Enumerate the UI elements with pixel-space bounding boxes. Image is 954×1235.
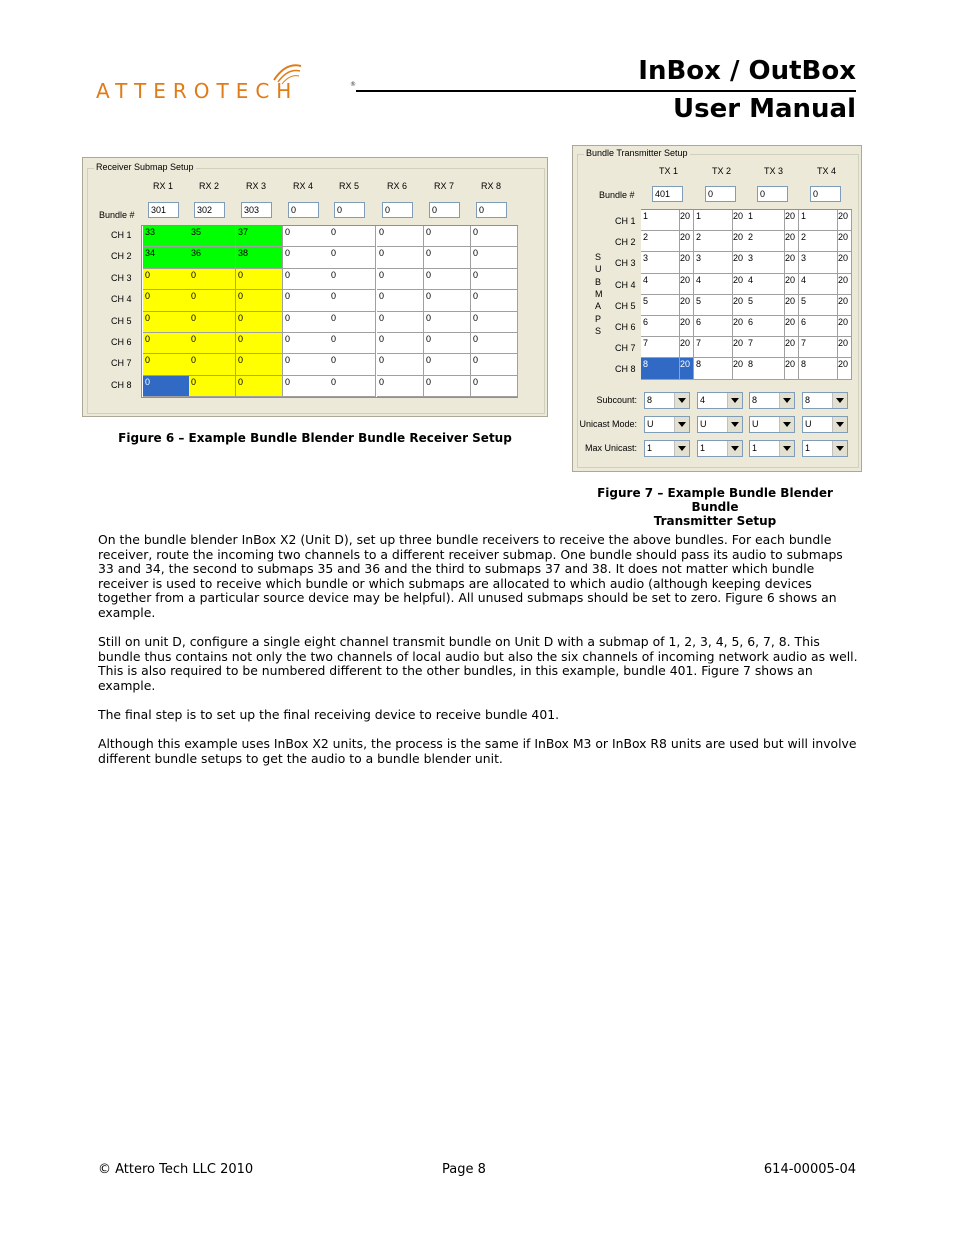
rx-submap-cell[interactable]: 0 bbox=[424, 290, 471, 311]
chevron-down-icon[interactable] bbox=[779, 441, 794, 456]
rx-submap-cell[interactable]: 36 bbox=[189, 247, 236, 268]
tx-level-cell[interactable]: 20 bbox=[785, 337, 799, 358]
tx-submap-cell[interactable]: 2 bbox=[694, 231, 733, 252]
rx-row-label: CH 4 bbox=[111, 294, 132, 305]
tx-submap-cell[interactable]: 4 bbox=[694, 274, 733, 295]
rx-bundle-input[interactable]: 0 bbox=[382, 202, 413, 218]
subcount-label: Subcount: bbox=[596, 395, 637, 405]
rx-submap-cell[interactable]: 0 bbox=[189, 333, 236, 354]
unicast-mode-select[interactable] bbox=[749, 416, 795, 433]
footer-copyright: © Attero Tech LLC 2010 bbox=[98, 1162, 254, 1177]
max-unicast-select[interactable] bbox=[802, 440, 848, 457]
rx-submap-cell[interactable]: 0 bbox=[283, 269, 330, 290]
paragraph-other-units: Although this example uses InBox X2 units, the process is the same if InBox M3 or InBox R8 units are used but will involve different bundle setups to get the audio to a bundle blender unit. bbox=[98, 736, 857, 766]
rx-submap-cell[interactable]: 0 bbox=[143, 290, 190, 311]
attero-tech-logo bbox=[96, 60, 358, 108]
subcount-select[interactable] bbox=[697, 392, 743, 409]
rx-bundle-input[interactable]: 301 bbox=[148, 202, 179, 218]
subcount-value: 8 bbox=[752, 395, 758, 405]
rx-submap-cell[interactable]: 0 bbox=[377, 333, 424, 354]
tx-level-cell[interactable]: 20 bbox=[733, 210, 747, 231]
tx-submap-cell[interactable]: 6 bbox=[746, 316, 785, 337]
rx-submap-cell[interactable]: 37 bbox=[236, 226, 283, 247]
rx-submap-cell[interactable]: 0 bbox=[377, 290, 424, 311]
rx-submap-cell[interactable]: 0 bbox=[329, 247, 376, 268]
unicast-mode-value: U bbox=[805, 419, 812, 429]
rx-submap-cell[interactable]: 0 bbox=[189, 312, 236, 333]
header-rule bbox=[356, 90, 856, 92]
rx-submap-cell[interactable]: 35 bbox=[189, 226, 236, 247]
submaps-vertical-letter: A bbox=[595, 301, 602, 312]
rx-submap-cell[interactable]: 0 bbox=[424, 312, 471, 333]
rx-row-label: CH 6 bbox=[111, 337, 132, 347]
rx-submap-cell[interactable]: 0 bbox=[329, 226, 376, 247]
logo-text: ATTEROTECH bbox=[96, 79, 299, 103]
tx-level-cell[interactable]: 20 bbox=[733, 295, 747, 316]
tx-submap-cell[interactable]: 5 bbox=[799, 295, 838, 316]
unicast-mode-select[interactable] bbox=[644, 416, 690, 433]
tx-level-cell[interactable]: 20 bbox=[733, 231, 747, 252]
chevron-down-icon[interactable] bbox=[779, 417, 794, 432]
max-unicast-select[interactable] bbox=[697, 440, 743, 457]
unicast-mode-select[interactable] bbox=[802, 416, 848, 433]
tx-submap-cell[interactable]: 2 bbox=[641, 231, 680, 252]
max-unicast-select[interactable] bbox=[644, 440, 690, 457]
tx-level-cell[interactable]: 20 bbox=[733, 274, 747, 295]
rx-column-header: RX 5 bbox=[339, 181, 360, 191]
figure-7-caption-line2: Transmitter Setup bbox=[653, 514, 777, 528]
tx-submap-cell[interactable]: 1 bbox=[694, 210, 733, 231]
tx-submap-cell[interactable]: 2 bbox=[799, 231, 838, 252]
tx-submap-cell[interactable]: 3 bbox=[694, 252, 733, 273]
tx-bundle-number-label: Bundle # bbox=[599, 190, 635, 200]
tx-row-label: CH 6 bbox=[615, 322, 636, 332]
rx-submap-cell[interactable]: 0 bbox=[471, 376, 518, 397]
tx-level-cell[interactable]: 20 bbox=[680, 274, 694, 295]
tx-level-cell[interactable]: 20 bbox=[785, 358, 799, 379]
rx-column-header: RX 6 bbox=[387, 181, 408, 191]
submaps-vertical-letter: M bbox=[595, 288, 603, 299]
tx-submap-cell[interactable]: 5 bbox=[746, 295, 785, 316]
tx-submap-cell[interactable]: 3 bbox=[746, 252, 785, 273]
rx-submap-cell[interactable]: 0 bbox=[377, 269, 424, 290]
tx-submap-cell[interactable]: 1 bbox=[641, 210, 680, 231]
body-text bbox=[98, 533, 858, 781]
unicast-mode-value: U bbox=[752, 419, 759, 429]
subcount-value: 8 bbox=[647, 395, 653, 405]
tx-submap-cell[interactable]: 4 bbox=[641, 274, 680, 295]
rx-submap-cell[interactable]: 0 bbox=[377, 354, 424, 375]
tx-row-label: CH 2 bbox=[615, 237, 636, 248]
rx-submap-cell[interactable]: 0 bbox=[143, 376, 190, 397]
rx-submap-cell[interactable]: 0 bbox=[283, 333, 330, 354]
tx-level-cell[interactable]: 20 bbox=[733, 252, 747, 273]
rx-submap-cell[interactable]: 0 bbox=[471, 312, 518, 333]
tx-level-cell[interactable]: 20 bbox=[785, 274, 799, 295]
tx-level-cell[interactable]: 20 bbox=[785, 316, 799, 337]
rx-submap-cell[interactable]: 0 bbox=[471, 226, 518, 247]
tx-submap-cell[interactable]: 8 bbox=[799, 358, 838, 379]
max-unicast-label: Max Unicast: bbox=[584, 443, 637, 453]
rx-submap-cell[interactable]: 0 bbox=[189, 290, 236, 311]
tx-level-cell[interactable]: 20 bbox=[838, 295, 852, 316]
rx-submap-cell[interactable]: 0 bbox=[236, 312, 283, 333]
tx-submap-cell[interactable]: 7 bbox=[799, 337, 838, 358]
rx-submap-cell[interactable]: 0 bbox=[471, 247, 518, 268]
tx-submap-cell[interactable]: 3 bbox=[641, 252, 680, 273]
tx-submap-cell[interactable]: 7 bbox=[746, 337, 785, 358]
rx-column-header: RX 4 bbox=[293, 181, 314, 191]
rx-submap-cell[interactable]: 0 bbox=[283, 290, 330, 311]
unicast-mode-select[interactable] bbox=[697, 416, 743, 433]
paragraph-transmit-bundle: Still on unit D, configure a single eight channel transmit bundle on Unit D with a submap of 1, 2, 3, 4, 5, 6, 7, 8. This bundle thus contains not only the two channels of local audio but also the six channels of incoming network audio as well. This is also required to be numbered different to the other bundles, in this example, bundle 401. Figure 7 shows an example. bbox=[98, 634, 858, 693]
paragraph-final-step: The final step is to set up the final receiving device to receive bundle 401. bbox=[98, 707, 560, 723]
rx-row-label: CH 5 bbox=[111, 315, 132, 326]
tx-level-cell[interactable]: 20 bbox=[680, 210, 694, 231]
rx-submap-cell[interactable]: 0 bbox=[471, 354, 518, 375]
rx-submap-cell[interactable]: 33 bbox=[143, 226, 190, 247]
rx-submap-cell[interactable]: 0 bbox=[236, 333, 283, 354]
tx-row-label: CH 4 bbox=[615, 279, 636, 290]
rx-column-header: RX 7 bbox=[434, 181, 455, 191]
rx-submap-cell[interactable]: 0 bbox=[329, 290, 376, 311]
rx-column-header: RX 2 bbox=[199, 181, 220, 191]
footer-doc-number: 614-00005-04 bbox=[763, 1162, 856, 1177]
rx-bundle-input[interactable]: 0 bbox=[288, 202, 319, 218]
tx-level-cell[interactable]: 20 bbox=[680, 231, 694, 252]
rx-bundle-input[interactable]: 303 bbox=[241, 202, 272, 218]
rx-submap-cell[interactable]: 38 bbox=[236, 247, 283, 268]
tx-level-cell[interactable]: 20 bbox=[838, 358, 852, 379]
rx-submap-cell[interactable]: 0 bbox=[424, 269, 471, 290]
subcount-value: 8 bbox=[805, 395, 811, 405]
tx-level-cell[interactable]: 20 bbox=[838, 210, 852, 231]
rx-submap-cell[interactable]: 0 bbox=[236, 354, 283, 375]
rx-submap-cell[interactable]: 0 bbox=[471, 269, 518, 290]
rx-submap-cell[interactable]: 0 bbox=[329, 376, 376, 397]
chevron-down-icon[interactable] bbox=[674, 441, 689, 456]
tx-column-header: TX 3 bbox=[764, 166, 784, 176]
chevron-down-icon[interactable] bbox=[779, 393, 794, 408]
tx-level-cell[interactable]: 20 bbox=[680, 295, 694, 316]
svg-text:®: ® bbox=[350, 81, 356, 88]
rx-submap-cell[interactable]: 0 bbox=[189, 269, 236, 290]
chevron-down-icon[interactable] bbox=[727, 441, 742, 456]
tx-submap-cell[interactable]: 8 bbox=[746, 358, 785, 379]
tx-submap-cell[interactable]: 1 bbox=[746, 210, 785, 231]
rx-submap-cell[interactable]: 0 bbox=[143, 354, 190, 375]
tx-level-cell[interactable]: 20 bbox=[838, 274, 852, 295]
max-unicast-select[interactable] bbox=[749, 440, 795, 457]
rx-submap-cell[interactable]: 0 bbox=[236, 269, 283, 290]
tx-level-cell[interactable]: 20 bbox=[785, 252, 799, 273]
tx-row-label: CH 5 bbox=[615, 300, 636, 311]
rx-submap-cell[interactable]: 0 bbox=[424, 247, 471, 268]
tx-level-cell[interactable]: 20 bbox=[785, 295, 799, 316]
tx-submap-cell[interactable]: 1 bbox=[799, 210, 838, 231]
rx-row-label: CH 7 bbox=[111, 358, 132, 369]
rx-bundle-input[interactable]: 0 bbox=[476, 202, 507, 218]
tx-submap-cell[interactable]: 8 bbox=[694, 358, 733, 379]
rx-submap-cell[interactable]: 0 bbox=[329, 312, 376, 333]
rx-submap-cell[interactable]: 0 bbox=[424, 333, 471, 354]
transmitter-submap-grid bbox=[641, 209, 852, 379]
tx-level-cell[interactable]: 20 bbox=[733, 358, 747, 379]
tx-level-cell[interactable]: 20 bbox=[680, 337, 694, 358]
tx-level-cell[interactable]: 20 bbox=[680, 358, 694, 379]
tx-level-cell[interactable]: 20 bbox=[680, 316, 694, 337]
tx-level-cell[interactable]: 20 bbox=[733, 337, 747, 358]
rx-submap-cell[interactable]: 0 bbox=[424, 354, 471, 375]
rx-submap-cell[interactable]: 0 bbox=[143, 333, 190, 354]
paragraph-receivers: On the bundle blender InBox X2 (Unit D), set up three bundle receivers to receive the above bundles. For each bundle receiver, route the incoming two channels to a different receiver submap. One bundle should pass its audio to submaps 33 and 34, the second to submaps 35 and 36 and the third to submaps 37 and 38. It does not matter which bundle receiver is used to receive which bundle or which submaps are allocated to which audio (although keeping devices together from a particular source device may be helpful). All unused submaps should be set to zero. Figure 6 shows an example. bbox=[98, 532, 843, 620]
submaps-vertical-letter: S bbox=[595, 252, 602, 262]
document-subtitle: User Manual bbox=[673, 94, 856, 124]
tx-level-cell[interactable]: 20 bbox=[785, 210, 799, 231]
rx-submap-cell[interactable]: 0 bbox=[283, 226, 330, 247]
subcount-value: 4 bbox=[700, 395, 706, 405]
tx-row-label: CH 7 bbox=[615, 343, 636, 354]
max-unicast-value: 1 bbox=[805, 443, 811, 453]
chevron-down-icon[interactable] bbox=[674, 417, 689, 432]
subcount-select[interactable] bbox=[644, 392, 690, 409]
submaps-vertical-letter: B bbox=[595, 276, 602, 287]
footer-page-number: Page 8 bbox=[442, 1162, 486, 1177]
tx-level-cell[interactable]: 20 bbox=[838, 252, 852, 273]
rx-submap-cell[interactable]: 0 bbox=[424, 376, 471, 397]
tx-submap-cell[interactable]: 5 bbox=[641, 295, 680, 316]
rx-row-label: CH 1 bbox=[111, 230, 132, 240]
rx-bundle-input[interactable]: 0 bbox=[334, 202, 365, 218]
rx-submap-cell[interactable]: 0 bbox=[189, 354, 236, 375]
document-title: InBox / OutBox bbox=[638, 56, 856, 86]
receiver-submap-grid bbox=[141, 225, 518, 398]
tx-submap-cell[interactable]: 4 bbox=[799, 274, 838, 295]
rx-submap-cell[interactable]: 0 bbox=[377, 226, 424, 247]
rx-submap-cell[interactable]: 0 bbox=[329, 333, 376, 354]
subcount-select[interactable] bbox=[802, 392, 848, 409]
rx-row-label: CH 2 bbox=[111, 251, 132, 262]
tx-level-cell[interactable]: 20 bbox=[838, 337, 852, 358]
subcount-select[interactable] bbox=[749, 392, 795, 409]
rx-row-label: CH 3 bbox=[111, 272, 132, 283]
submaps-vertical-letter: U bbox=[595, 264, 602, 275]
tx-level-cell[interactable]: 20 bbox=[733, 316, 747, 337]
transmitter-group-title: Bundle Transmitter Setup bbox=[586, 148, 688, 158]
transmitter-setup-panel bbox=[572, 145, 862, 472]
rx-row-label: CH 8 bbox=[111, 379, 132, 390]
rx-submap-cell[interactable]: 0 bbox=[471, 290, 518, 311]
rx-column-header: RX 1 bbox=[153, 181, 174, 191]
unicast-mode-value: U bbox=[647, 419, 654, 429]
rx-bundle-input[interactable]: 302 bbox=[194, 202, 225, 218]
tx-level-cell[interactable]: 20 bbox=[680, 252, 694, 273]
rx-submap-cell[interactable]: 0 bbox=[471, 333, 518, 354]
chevron-down-icon[interactable] bbox=[832, 417, 847, 432]
tx-submap-cell[interactable]: 6 bbox=[694, 316, 733, 337]
chevron-down-icon[interactable] bbox=[832, 393, 847, 408]
rx-submap-cell[interactable]: 34 bbox=[143, 247, 190, 268]
tx-column-header: TX 4 bbox=[817, 166, 837, 176]
bundle-number-label: Bundle # bbox=[99, 210, 135, 220]
max-unicast-value: 1 bbox=[647, 443, 653, 453]
unicast-mode-value: U bbox=[700, 419, 707, 429]
rx-bundle-input[interactable]: 0 bbox=[429, 202, 460, 218]
submaps-vertical-letter: S bbox=[595, 325, 602, 336]
rx-submap-cell[interactable]: 0 bbox=[236, 290, 283, 311]
rx-submap-cell[interactable]: 0 bbox=[143, 312, 190, 333]
tx-row-label: CH 1 bbox=[615, 216, 636, 226]
max-unicast-value: 1 bbox=[752, 443, 758, 453]
max-unicast-value: 1 bbox=[700, 443, 706, 453]
rx-submap-cell[interactable]: 0 bbox=[377, 247, 424, 268]
rx-submap-cell[interactable]: 0 bbox=[377, 312, 424, 333]
chevron-down-icon[interactable] bbox=[727, 417, 742, 432]
tx-level-cell[interactable]: 20 bbox=[838, 231, 852, 252]
tx-submap-cell[interactable]: 5 bbox=[694, 295, 733, 316]
tx-level-cell[interactable]: 20 bbox=[785, 231, 799, 252]
unicast-mode-label: Unicast Mode: bbox=[579, 419, 637, 429]
chevron-down-icon[interactable] bbox=[674, 393, 689, 408]
tx-submap-cell[interactable]: 6 bbox=[641, 316, 680, 337]
rx-column-header: RX 8 bbox=[481, 181, 502, 191]
tx-row-label: CH 8 bbox=[615, 364, 636, 375]
tx-bundle-input[interactable]: 401 bbox=[652, 186, 683, 202]
tx-bundle-input[interactable]: 0 bbox=[757, 186, 788, 202]
receiver-submap-panel bbox=[82, 157, 548, 417]
rx-submap-cell[interactable]: 0 bbox=[329, 354, 376, 375]
tx-submap-cell[interactable]: 7 bbox=[641, 337, 680, 358]
tx-submap-cell[interactable]: 3 bbox=[799, 252, 838, 273]
tx-submap-cell[interactable]: 4 bbox=[746, 274, 785, 295]
figure-7-caption bbox=[572, 486, 858, 528]
tx-submap-cell[interactable]: 8 bbox=[641, 358, 680, 379]
rx-submap-cell[interactable]: 0 bbox=[424, 226, 471, 247]
chevron-down-icon[interactable] bbox=[832, 441, 847, 456]
rx-submap-cell[interactable]: 0 bbox=[283, 312, 330, 333]
tx-row-label: CH 3 bbox=[615, 258, 636, 269]
tx-bundle-input[interactable]: 0 bbox=[705, 186, 736, 202]
rx-submap-cell[interactable]: 0 bbox=[329, 269, 376, 290]
submaps-vertical-letter: P bbox=[595, 313, 602, 324]
receiver-group-title: Receiver Submap Setup bbox=[96, 162, 194, 172]
tx-column-header: TX 1 bbox=[659, 166, 679, 176]
rx-submap-cell[interactable]: 0 bbox=[236, 376, 283, 397]
tx-submap-cell[interactable]: 6 bbox=[799, 316, 838, 337]
rx-submap-cell[interactable]: 0 bbox=[377, 376, 424, 397]
figure-7-caption-line1: Figure 7 – Example Bundle Blender Bundle bbox=[597, 486, 833, 514]
rx-submap-cell[interactable]: 0 bbox=[283, 247, 330, 268]
tx-column-header: TX 2 bbox=[712, 166, 732, 176]
tx-submap-cell[interactable]: 7 bbox=[694, 337, 733, 358]
chevron-down-icon[interactable] bbox=[727, 393, 742, 408]
rx-column-header: RX 3 bbox=[246, 181, 267, 191]
rx-submap-cell[interactable]: 0 bbox=[283, 376, 330, 397]
rx-submap-cell[interactable]: 0 bbox=[189, 376, 236, 397]
tx-level-cell[interactable]: 20 bbox=[838, 316, 852, 337]
rx-submap-cell[interactable]: 0 bbox=[143, 269, 190, 290]
figure-6-caption: Figure 6 – Example Bundle Blender Bundle Receiver Setup bbox=[118, 431, 512, 445]
tx-submap-cell[interactable]: 2 bbox=[746, 231, 785, 252]
rx-submap-cell[interactable]: 0 bbox=[283, 354, 330, 375]
tx-bundle-input[interactable]: 0 bbox=[810, 186, 841, 202]
